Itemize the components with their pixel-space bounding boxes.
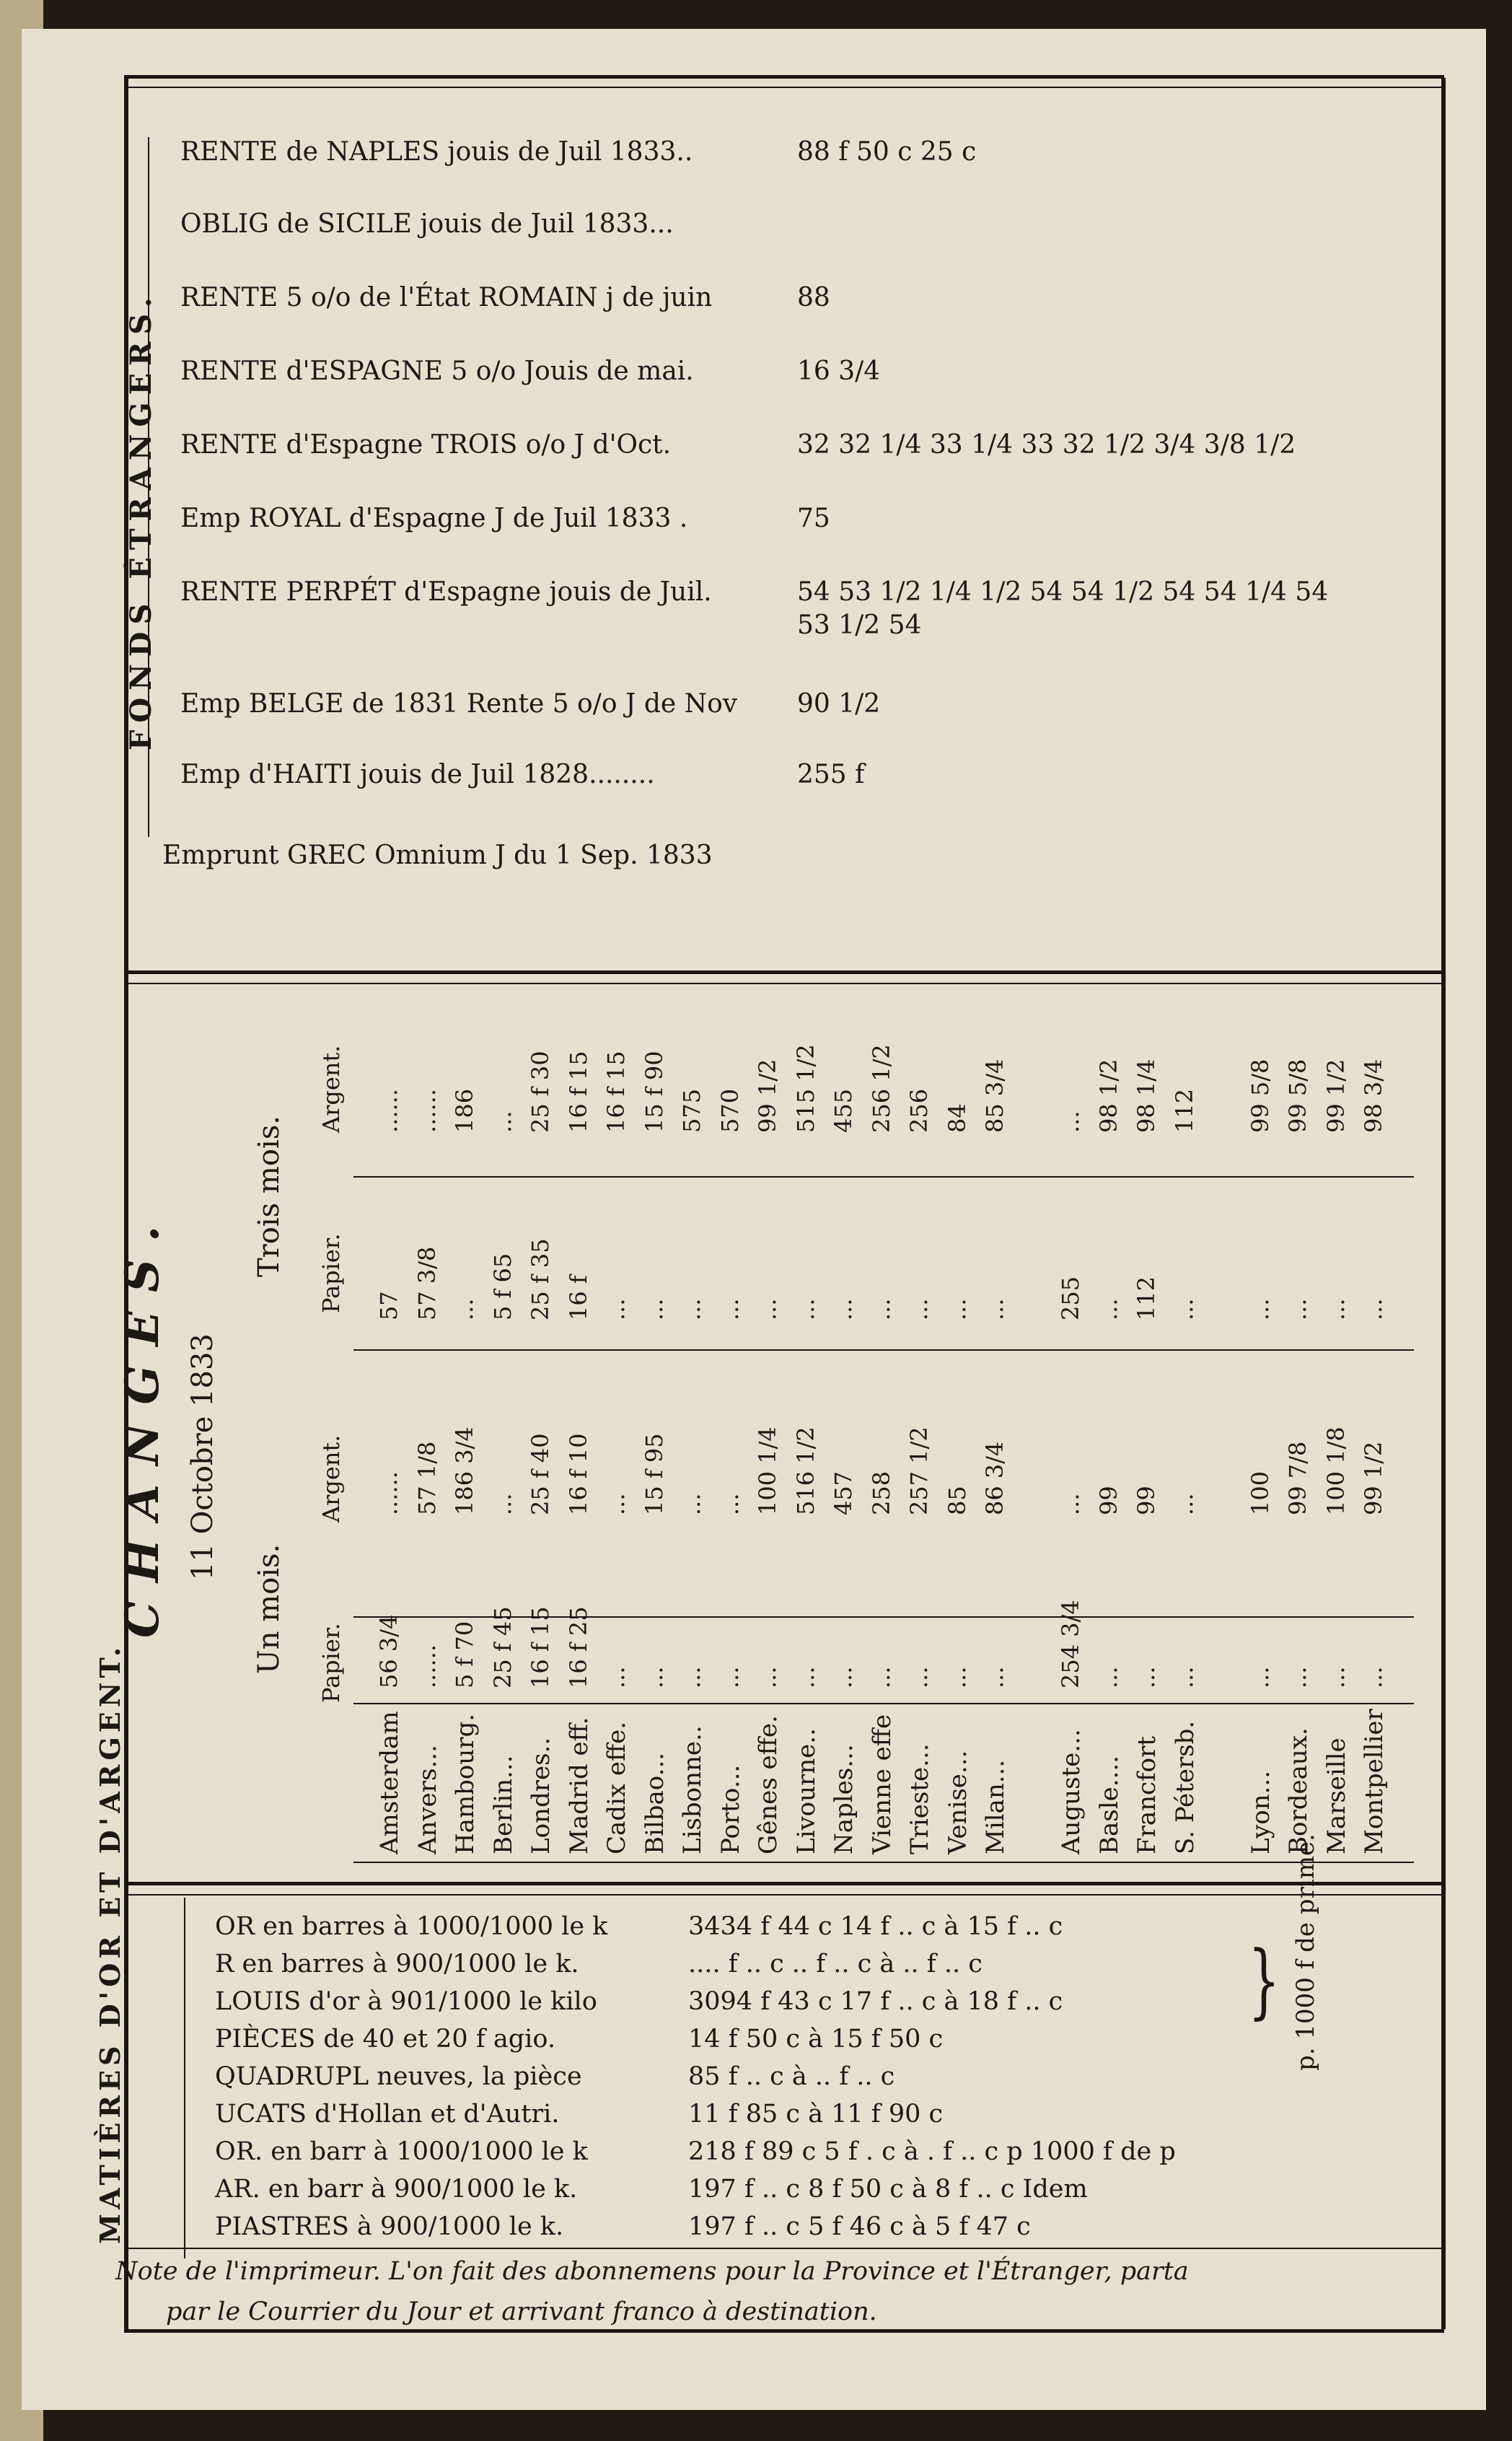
fonds-value: 88 f 50 c 25 c [797, 137, 977, 167]
um-papier-cell: ... [1094, 1666, 1122, 1688]
tm-papier-cell: ... [905, 1298, 933, 1320]
um-papier-cell: ... [1246, 1666, 1274, 1688]
tm-papier-cell: 112 [1133, 1276, 1160, 1320]
um-argent-cell: 100 [1246, 1471, 1274, 1515]
argent-header: Argent. [317, 1434, 345, 1522]
printer-note-line: par le Courrier du Jour et arrivant franco à destination. [166, 2297, 877, 2326]
matieres-value: 3094 f 43 c 17 f .. c à 18 f .. c [688, 1987, 1063, 2016]
fonds-value: 16 3/4 [797, 356, 881, 386]
printer-note-line: Note de l'imprimeur. L'on fait des abonnemens pour la Province et l'Étranger, parta [115, 2257, 1189, 2286]
fonds-label: Emp BELGE de 1831 Rente 5 o/o J de Nov [180, 689, 738, 719]
um-argent-cell: ... [488, 1493, 517, 1515]
fonds-label: RENTE PERPÉT d'Espagne jouis de Juil. [180, 577, 712, 607]
matieres-value: 11 f 85 c à 11 f 90 c [688, 2100, 944, 2129]
fonds-row [180, 356, 1450, 407]
tm-papier-cell: ... [640, 1298, 668, 1320]
um-argent-cell: 99 [1133, 1486, 1160, 1515]
fonds-row [180, 577, 1450, 649]
matieres-side-rule [184, 1898, 185, 2258]
fonds-extra-row: Emprunt GREC Omnium J du 1 Sep. 1833 [162, 841, 713, 870]
um-papier-cell: ... [678, 1666, 706, 1688]
um-papier-cell: ... [1360, 1666, 1387, 1688]
brace-glyph: } [1248, 1933, 1280, 2028]
city-label: Basle.... [1094, 1756, 1124, 1854]
um-argent-cell: 86 3/4 [981, 1441, 1008, 1515]
tm-papier-cell: ... [830, 1298, 857, 1320]
changes-table [173, 1010, 1414, 1883]
um-papier-cell: 25 f 45 [488, 1606, 517, 1688]
fonds-label: OBLIG de SICILE jouis de Juil 1833... [180, 209, 674, 239]
tm-papier-cell: ... [791, 1298, 819, 1320]
city-label: Milan... [981, 1759, 1010, 1854]
matieres-value: 197 f .. c 8 f 50 c à 8 f .. c Idem [688, 2175, 1088, 2204]
tm-papier-cell: ... [754, 1298, 781, 1320]
um-argent-cell: 258 [867, 1471, 895, 1515]
um-argent-cell: 15 f 95 [640, 1433, 668, 1515]
city-label: Livourne.. [791, 1728, 821, 1854]
matieres-value: 14 f 50 c à 15 f 50 c [688, 2025, 944, 2054]
tm-argent-cell: 98 1/4 [1133, 1059, 1160, 1133]
fonds-label: Emp ROYAL d'Espagne J de Juil 1833 . [180, 504, 688, 533]
matieres-value: 3434 f 44 c 14 f .. c à 15 f .. c [688, 1912, 1063, 1941]
fonds-value-continued: 53 1/2 54 [797, 610, 922, 640]
um-argent-cell: 57 1/8 [413, 1441, 441, 1515]
city-label: S. Pétersb. [1170, 1720, 1200, 1854]
tm-argent-cell: 16 f 15 [602, 1051, 630, 1133]
fonds-value: 88 [797, 283, 830, 312]
papier-header: Papier. [317, 1233, 345, 1313]
um-argent-cell: ... [716, 1493, 744, 1515]
tm-argent-cell: 15 f 90 [640, 1051, 668, 1133]
city-label: Lisbonne.. [678, 1725, 707, 1854]
tm-papier-cell: 25 f 35 [527, 1238, 554, 1320]
tm-argent-cell: 186 [451, 1088, 478, 1133]
tm-papier-cell: ... [1322, 1298, 1350, 1320]
city-label: Marseille [1322, 1737, 1351, 1854]
tm-argent-cell: ...... [413, 1088, 441, 1133]
argent-header: Argent. [317, 1045, 345, 1133]
fonds-row [180, 760, 1450, 810]
section-rule-thin [124, 983, 1444, 984]
um-papier-cell: 16 f 25 [564, 1606, 592, 1688]
tm-papier-cell: ... [1170, 1298, 1198, 1320]
fonds-label: Emp d'HAITI jouis de Juil 1828........ [180, 760, 655, 789]
um-papier-cell: ... [754, 1666, 781, 1688]
fonds-row [180, 137, 1450, 188]
tm-papier-cell: 255 [1057, 1276, 1084, 1320]
city-label: Naples... [830, 1744, 858, 1854]
um-papier-cell: ... [791, 1666, 819, 1688]
papier-header: Papier. [317, 1623, 345, 1703]
city-label: Montpellier [1360, 1709, 1389, 1854]
tm-papier-cell: 5 f 65 [488, 1253, 517, 1320]
tm-argent-cell: 99 1/2 [754, 1059, 781, 1133]
um-argent-cell: 25 f 40 [527, 1433, 554, 1515]
fonds-value: 90 1/2 [797, 689, 881, 719]
um-argent-cell: 99 [1094, 1486, 1122, 1515]
city-label: Londres.. [527, 1737, 555, 1854]
printer-note [115, 2251, 1457, 2332]
um-papier-cell: ... [602, 1666, 630, 1688]
fonds-row [180, 504, 1450, 554]
um-argent-cell: 16 f 10 [564, 1433, 592, 1515]
tm-papier-cell: 16 f [564, 1275, 592, 1320]
um-papier-cell: ... [867, 1666, 895, 1688]
city-label: Venise... [943, 1750, 972, 1854]
tm-papier-cell: ... [1284, 1298, 1311, 1320]
tm-papier-cell: 57 [375, 1291, 403, 1320]
um-argent-cell: ... [678, 1493, 706, 1515]
city-label: Vienne effe [867, 1714, 897, 1854]
tm-argent-cell: 98 1/2 [1094, 1059, 1122, 1133]
tm-papier-cell: ... [1094, 1298, 1122, 1320]
city-label: Berlin... [488, 1755, 518, 1854]
footer-rule [124, 2248, 1444, 2249]
city-label: Auguste... [1057, 1729, 1086, 1854]
tm-argent-cell: 84 [943, 1103, 971, 1133]
top-rule [124, 75, 1444, 79]
matieres-value: 85 f .. c à .. f .. c [688, 2062, 895, 2091]
tm-argent-cell: 455 [830, 1088, 857, 1133]
fonds-row [180, 209, 1450, 260]
um-papier-cell: ... [716, 1666, 744, 1688]
tm-argent-cell: 85 3/4 [981, 1059, 1008, 1133]
trois-mois-header: Trois mois. [252, 1116, 286, 1277]
um-argent-cell: 99 7/8 [1284, 1441, 1311, 1515]
tm-argent-cell: 99 5/8 [1246, 1059, 1274, 1133]
tm-argent-cell: 16 f 15 [564, 1051, 592, 1133]
fonds-title: FONDS ÉTRANGERS. [124, 290, 158, 750]
tm-argent-cell: 515 1/2 [791, 1044, 819, 1133]
fonds-value: 54 53 1/2 1/4 1/2 54 54 1/2 54 54 1/4 54 [797, 577, 1329, 607]
bottom-rule [124, 2329, 1444, 2333]
tm-argent-cell: ...... [375, 1088, 403, 1133]
prime-note: p. 1000 f de prime. [1291, 1833, 1320, 2071]
tm-argent-cell: ... [488, 1110, 517, 1133]
matieres-label: PIASTRES à 900/1000 le k. [215, 2212, 564, 2241]
changes-grid-line [353, 1176, 1414, 1178]
fonds-value: 75 [797, 504, 830, 533]
matieres-label: PIÈCES de 40 et 20 f agio. [215, 2025, 555, 2054]
fonds-row [180, 430, 1450, 481]
tm-argent-cell: ... [1057, 1110, 1084, 1133]
um-papier-cell: ... [640, 1666, 668, 1688]
tm-argent-cell: 256 1/2 [867, 1044, 895, 1133]
um-papier-cell: ...... [413, 1644, 441, 1688]
um-papier-cell: ... [905, 1666, 933, 1688]
um-argent-cell: 100 1/8 [1322, 1427, 1350, 1515]
city-label: Anvers... [413, 1745, 442, 1854]
um-papier-cell: 5 f 70 [451, 1621, 478, 1688]
city-label: Cadix effe. [602, 1721, 631, 1854]
um-argent-cell: 186 3/4 [451, 1427, 478, 1515]
tm-papier-cell: ... [678, 1298, 706, 1320]
matieres-value: 218 f 89 c 5 f . c à . f .. c p 1000 f de p [688, 2137, 1176, 2166]
tm-papier-cell: ... [451, 1298, 478, 1320]
tm-argent-cell: 112 [1170, 1088, 1198, 1133]
city-label: Gênes effe. [754, 1715, 783, 1854]
um-argent-cell: ... [1057, 1493, 1084, 1515]
um-argent-cell: ... [602, 1493, 630, 1515]
matieres-value: 197 f .. c 5 f 46 c à 5 f 47 c [688, 2212, 1031, 2241]
matieres-label: OR. en barr à 1000/1000 le k [215, 2137, 588, 2166]
um-papier-cell: ... [981, 1666, 1008, 1688]
um-argent-cell: 516 1/2 [791, 1427, 819, 1515]
fonds-value: 255 f [797, 760, 865, 789]
um-argent-cell: ... [1170, 1493, 1198, 1515]
um-papier-cell: 56 3/4 [375, 1614, 403, 1688]
document-page [22, 29, 1486, 2410]
city-label: Bordeaux. [1284, 1727, 1313, 1854]
section-rule [124, 970, 1444, 974]
um-argent-cell: 99 1/2 [1360, 1441, 1387, 1515]
city-label: Lyon... [1246, 1771, 1275, 1854]
tm-argent-cell: 99 5/8 [1284, 1059, 1311, 1133]
city-label: Bilbao... [640, 1752, 669, 1854]
changes-grid-line [353, 1349, 1414, 1351]
matieres-label: UCATS d'Hollan et d'Autri. [215, 2100, 560, 2129]
un-mois-header: Un mois. [252, 1543, 286, 1674]
city-label: Trieste... [905, 1743, 934, 1854]
city-label: Madrid eff. [564, 1717, 594, 1854]
fonds-label: RENTE d'Espagne TROIS o/o J d'Oct. [180, 430, 672, 460]
fonds-list [180, 137, 1450, 859]
matieres-label: LOUIS d'or à 901/1000 le kilo [215, 1987, 597, 2016]
um-argent-cell: ...... [375, 1471, 403, 1515]
tm-argent-cell: 98 3/4 [1360, 1059, 1387, 1133]
um-papier-cell: 16 f 15 [527, 1606, 554, 1688]
um-argent-cell: 85 [943, 1486, 971, 1515]
matieres-title: MATIÈRES D'OR ET D'ARGENT. [94, 1642, 126, 2244]
um-argent-cell: 257 1/2 [905, 1427, 933, 1515]
city-label: Amsterdam [375, 1711, 404, 1854]
matieres-label: OR en barres à 1000/1000 le k [215, 1912, 608, 1941]
um-papier-cell: ... [943, 1666, 971, 1688]
changes-date: 11 Octobre 1833 [186, 1333, 219, 1580]
um-papier-cell: ... [1322, 1666, 1350, 1688]
city-label: Francfort [1133, 1735, 1161, 1854]
fonds-row [180, 689, 1450, 740]
tm-papier-cell: ... [943, 1298, 971, 1320]
um-papier-cell: ... [1133, 1666, 1160, 1688]
city-label: Hambourg. [451, 1713, 480, 1854]
tm-papier-cell: ... [981, 1298, 1008, 1320]
fonds-label: RENTE de NAPLES jouis de Juil 1833.. [180, 137, 693, 167]
matieres-label: QUADRUPL neuves, la pièce [215, 2062, 582, 2091]
tm-argent-cell: 25 f 30 [527, 1051, 554, 1133]
fonds-label: RENTE d'ESPAGNE 5 o/o Jouis de mai. [180, 356, 694, 386]
tm-argent-cell: 256 [905, 1088, 933, 1133]
tm-argent-cell: 99 1/2 [1322, 1059, 1350, 1133]
section-rule-thin [124, 1894, 1444, 1896]
tm-papier-cell: ... [716, 1298, 744, 1320]
um-papier-cell: ... [1284, 1666, 1311, 1688]
tm-papier-cell: ... [867, 1298, 895, 1320]
city-label: Porto... [716, 1764, 745, 1854]
matieres-label: AR. en barr à 900/1000 le k. [215, 2175, 578, 2204]
changes-grid-line [353, 1862, 1414, 1863]
tm-papier-cell: ... [1246, 1298, 1274, 1320]
fonds-value: 32 32 1/4 33 1/4 33 32 1/2 3/4 3/8 1/2 [797, 430, 1296, 460]
matieres-label: R en barres à 900/1000 le k. [215, 1950, 579, 1978]
tm-papier-cell: 57 3/8 [413, 1246, 441, 1320]
tm-argent-cell: 575 [678, 1088, 706, 1133]
fonds-label: RENTE 5 o/o de l'État ROMAIN j de juin [180, 283, 713, 312]
top-rule-thin [124, 87, 1444, 88]
fonds-row [180, 283, 1450, 333]
tm-papier-cell: ... [602, 1298, 630, 1320]
um-argent-cell: 457 [830, 1471, 857, 1515]
matieres-value: .... f .. c .. f .. c à .. f .. c [688, 1950, 983, 1978]
tm-papier-cell: ... [1360, 1298, 1387, 1320]
section-rule [124, 1882, 1444, 1885]
um-argent-cell: 100 1/4 [754, 1427, 781, 1515]
um-papier-cell: 254 3/4 [1057, 1600, 1084, 1688]
um-papier-cell: ... [1170, 1666, 1198, 1688]
changes-grid-line [353, 1616, 1414, 1618]
tm-argent-cell: 570 [716, 1088, 744, 1133]
um-papier-cell: ... [830, 1666, 857, 1688]
changes-title: CHANGES. [115, 1206, 170, 1638]
changes-grid-line [353, 1703, 1414, 1704]
